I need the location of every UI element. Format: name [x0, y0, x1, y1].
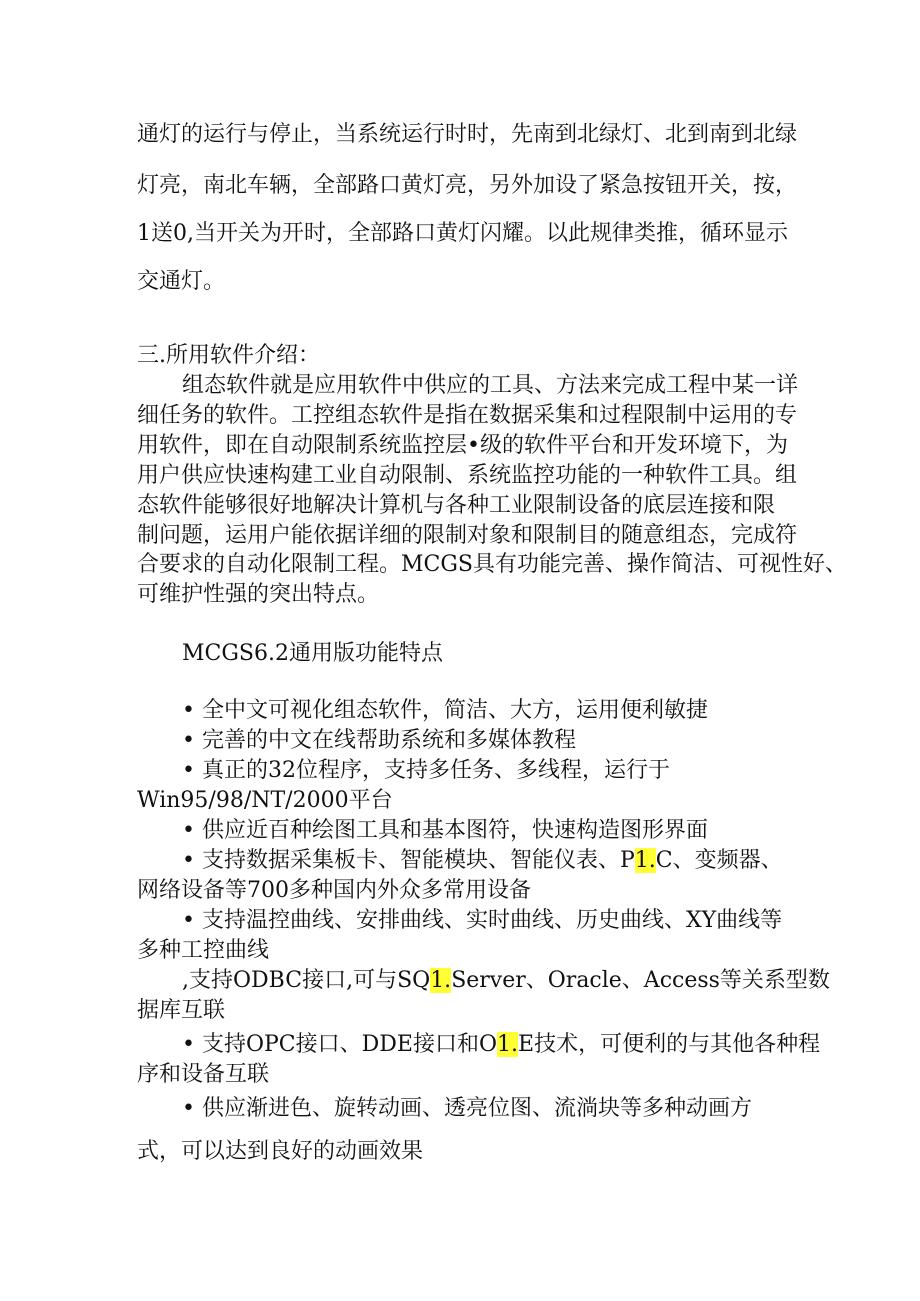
paragraph-line-8: 可维护性强的突出特点。: [137, 582, 380, 607]
feature-item-7-cont: 据库互联: [137, 998, 226, 1023]
feature-item-7: [182, 967, 830, 995]
feature-item-5-text-a: • 支持数据采集板卡、智能模块、智能仪表、P: [182, 848, 635, 873]
feature-item-9-cont: 式，可以达到良好的动画效果: [137, 1139, 424, 1164]
intro-line-1: 通灯的运行与停止，当系统运行时时，先南到北绿灯、北到南到北绿: [137, 122, 798, 147]
paragraph-line-2: 细任务的软件。工控组态软件是指在数据采集和过程限制中运用的专: [137, 403, 798, 428]
intro-line-3: 1送0,当开关为开时，全部路口黄灯闪耀。以此规律类推，循环显示: [137, 221, 788, 246]
feature-item-5-cont: 网络设备等700多种国内外众多常用设备: [137, 878, 531, 903]
paragraph-line-4: 用户供应快速构建工业自动限制、系统监控功能的一种软件工具。组: [137, 463, 798, 488]
feature-item-8-text-a: • 支持OPC接口、DDE接口和O: [182, 1032, 498, 1057]
feature-item-3: • 真正的32位程序，支持多任务、多线程，运行于: [182, 758, 670, 783]
paragraph-line-7: 合要求的自动化限制工程。MCGS具有功能完善、操作简洁、可视性好、: [137, 552, 848, 577]
feature-item-2: • 完善的中文在线帮助系统和多媒体教程: [182, 728, 576, 753]
feature-item-8: [182, 1031, 820, 1059]
paragraph-line-3: 用软件，即在自动限制系统监控层•级的软件平台和开发环境下，为: [137, 433, 788, 458]
feature-item-6-cont: 多种工控曲线: [137, 938, 270, 963]
paragraph-line-6: 制问题，运用户能依据详细的限制对象和限制目的随意组态，完成符: [137, 523, 798, 548]
feature-item-1: • 全中文可视化组态软件，简洁、大方，运用便利敏捷: [182, 698, 708, 723]
feature-item-8-text-b: E技术，可便利的与其他各种程: [518, 1032, 821, 1057]
feature-item-4: • 供应近百种绘图工具和基本图符，快速构造图形界面: [182, 818, 708, 843]
feature-item-5-text-b: C、变频器、: [655, 848, 783, 873]
features-title: MCGS6.2通用版功能特点: [182, 641, 443, 666]
feature-item-7-text-a: ,支持ODBC接口,可与SQ: [182, 968, 431, 993]
intro-line-2: 灯亮，南北车辆，全部路口黄灯亮，另外加设了紧急按钮开关，按，: [137, 173, 798, 198]
highlight-mark: 1.: [497, 1032, 519, 1057]
section-heading: 三.所用软件介绍：: [137, 343, 320, 368]
feature-item-7-text-b: Server、Oracle、Access等关系型数: [451, 968, 830, 993]
highlight-mark: 1.: [430, 968, 452, 993]
paragraph-line-1: 组态软件就是应用软件中供应的工具、方法来完成工程中某一详: [182, 373, 799, 398]
feature-item-6: • 支持温控曲线、安排曲线、实时曲线、历史曲线、XY曲线等: [182, 908, 783, 933]
paragraph-line-5: 态软件能够很好地解决计算机与各种工业限制设备的底层连接和限: [137, 493, 776, 518]
feature-item-8-cont: 序和设备互联: [137, 1062, 270, 1087]
feature-item-5: [182, 847, 783, 875]
feature-item-9: • 供应渐进色、旋转动画、透亮位图、流淌块等多种动画方: [182, 1096, 752, 1121]
highlight-mark: 1.: [634, 848, 656, 873]
feature-item-3-cont: Win95/98/NT/2000平台: [137, 788, 393, 813]
intro-line-4: 交通灯。: [137, 269, 226, 294]
